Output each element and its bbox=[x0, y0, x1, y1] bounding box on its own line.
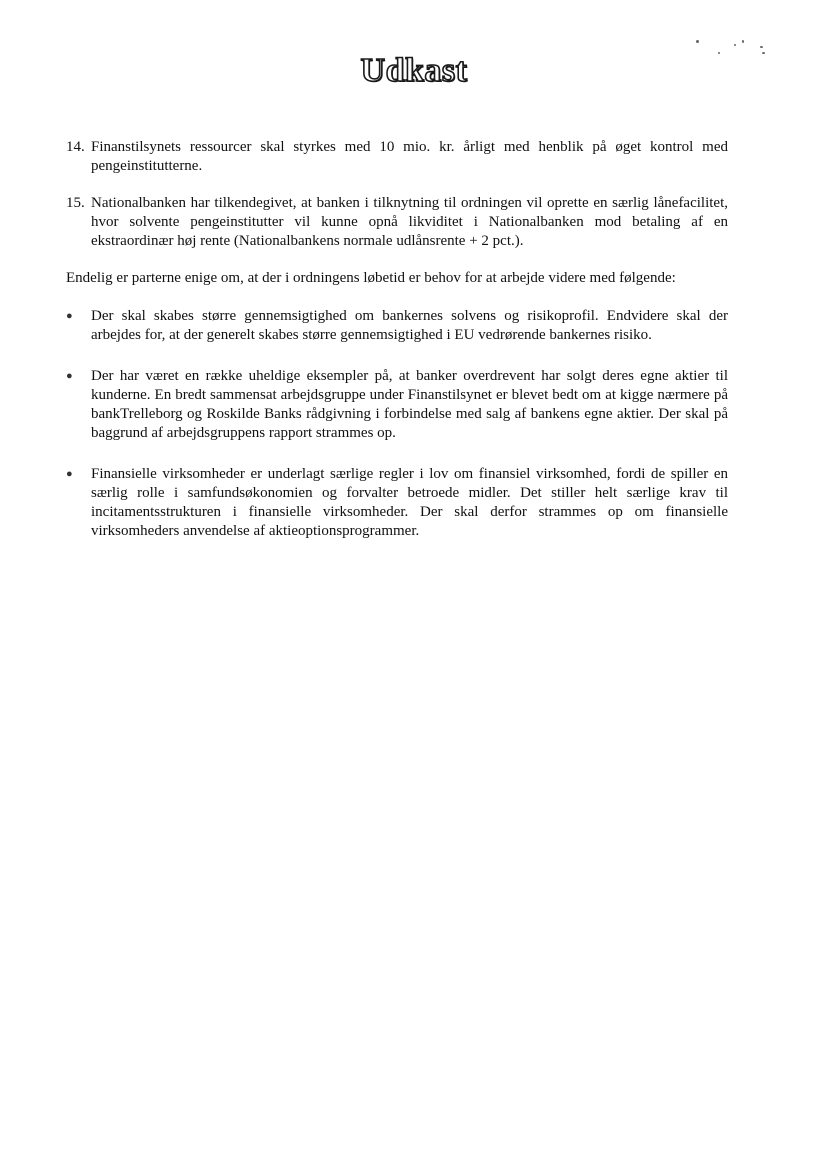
item-number: 14. bbox=[66, 139, 85, 155]
bullet-dot-icon: ● bbox=[66, 468, 73, 480]
scan-specks bbox=[690, 38, 770, 62]
intro-paragraph: Endelig er parterne enige om, at der i ordningens løbetid er behov for at arbejde videre med følgende: bbox=[66, 270, 676, 286]
bullet-dot-icon: ● bbox=[66, 310, 73, 322]
bullet-item bbox=[66, 307, 728, 345]
numbered-item-14 bbox=[66, 138, 728, 176]
bullet-item bbox=[66, 465, 728, 541]
bullet-text: Der har været en række uheldige eksempler på, at banker overdrevent har solgt deres egne aktier til kunderne. En bredt sammensat arbejdsgruppe under Finanstilsynet er blevet bedt om at kigge nærmere på bankTrelleborg og Roskilde Banks rådgivning i forbindelse med salg af bankens egne aktier. Der skal på baggrund af arbejdsgruppens rapport strammes op. bbox=[91, 368, 728, 441]
numbered-item-15 bbox=[66, 194, 728, 251]
document-body bbox=[66, 138, 728, 563]
draft-stamp: Udkast bbox=[360, 52, 468, 89]
bullet-item bbox=[66, 367, 728, 443]
bullet-dot-icon: ● bbox=[66, 370, 73, 382]
bullet-text: Finansielle virksomheder er underlagt særlige regler i lov om finansiel virksomhed, fordi de spiller en særlig rolle i samfundsøkonomien og forvalter betroede midler. Det stiller helt særlige krav til incitamentsstrukturen i finansielle virksomheder. Der skal derfor strammes op om finansielle virksomheders anvendelse af aktieoptionsprogrammer. bbox=[91, 466, 728, 539]
item-text: Nationalbanken har tilkendegivet, at banken i tilknytning til ordningen vil oprette en særlig lånefacilitet, hvor solvente pengeinstitutter vil kunne opnå likviditet i Nationalbanken mod betaling af en ekstraordinær høj rente (Nationalbankens normale udlånsrente + 2 pct.). bbox=[91, 195, 728, 249]
item-number: 15. bbox=[66, 195, 85, 211]
bullet-text: Der skal skabes større gennemsigtighed om bankernes solvens og risikoprofil. Endvidere skal der arbejdes for, at der generelt skabes større gennemsigtighed i EU vedrørende bankernes risiko. bbox=[91, 308, 728, 343]
item-text: Finanstilsynets ressourcer skal styrkes med 10 mio. kr. årligt med henblik på øget kontrol med pengeinstitutterne. bbox=[91, 139, 728, 174]
